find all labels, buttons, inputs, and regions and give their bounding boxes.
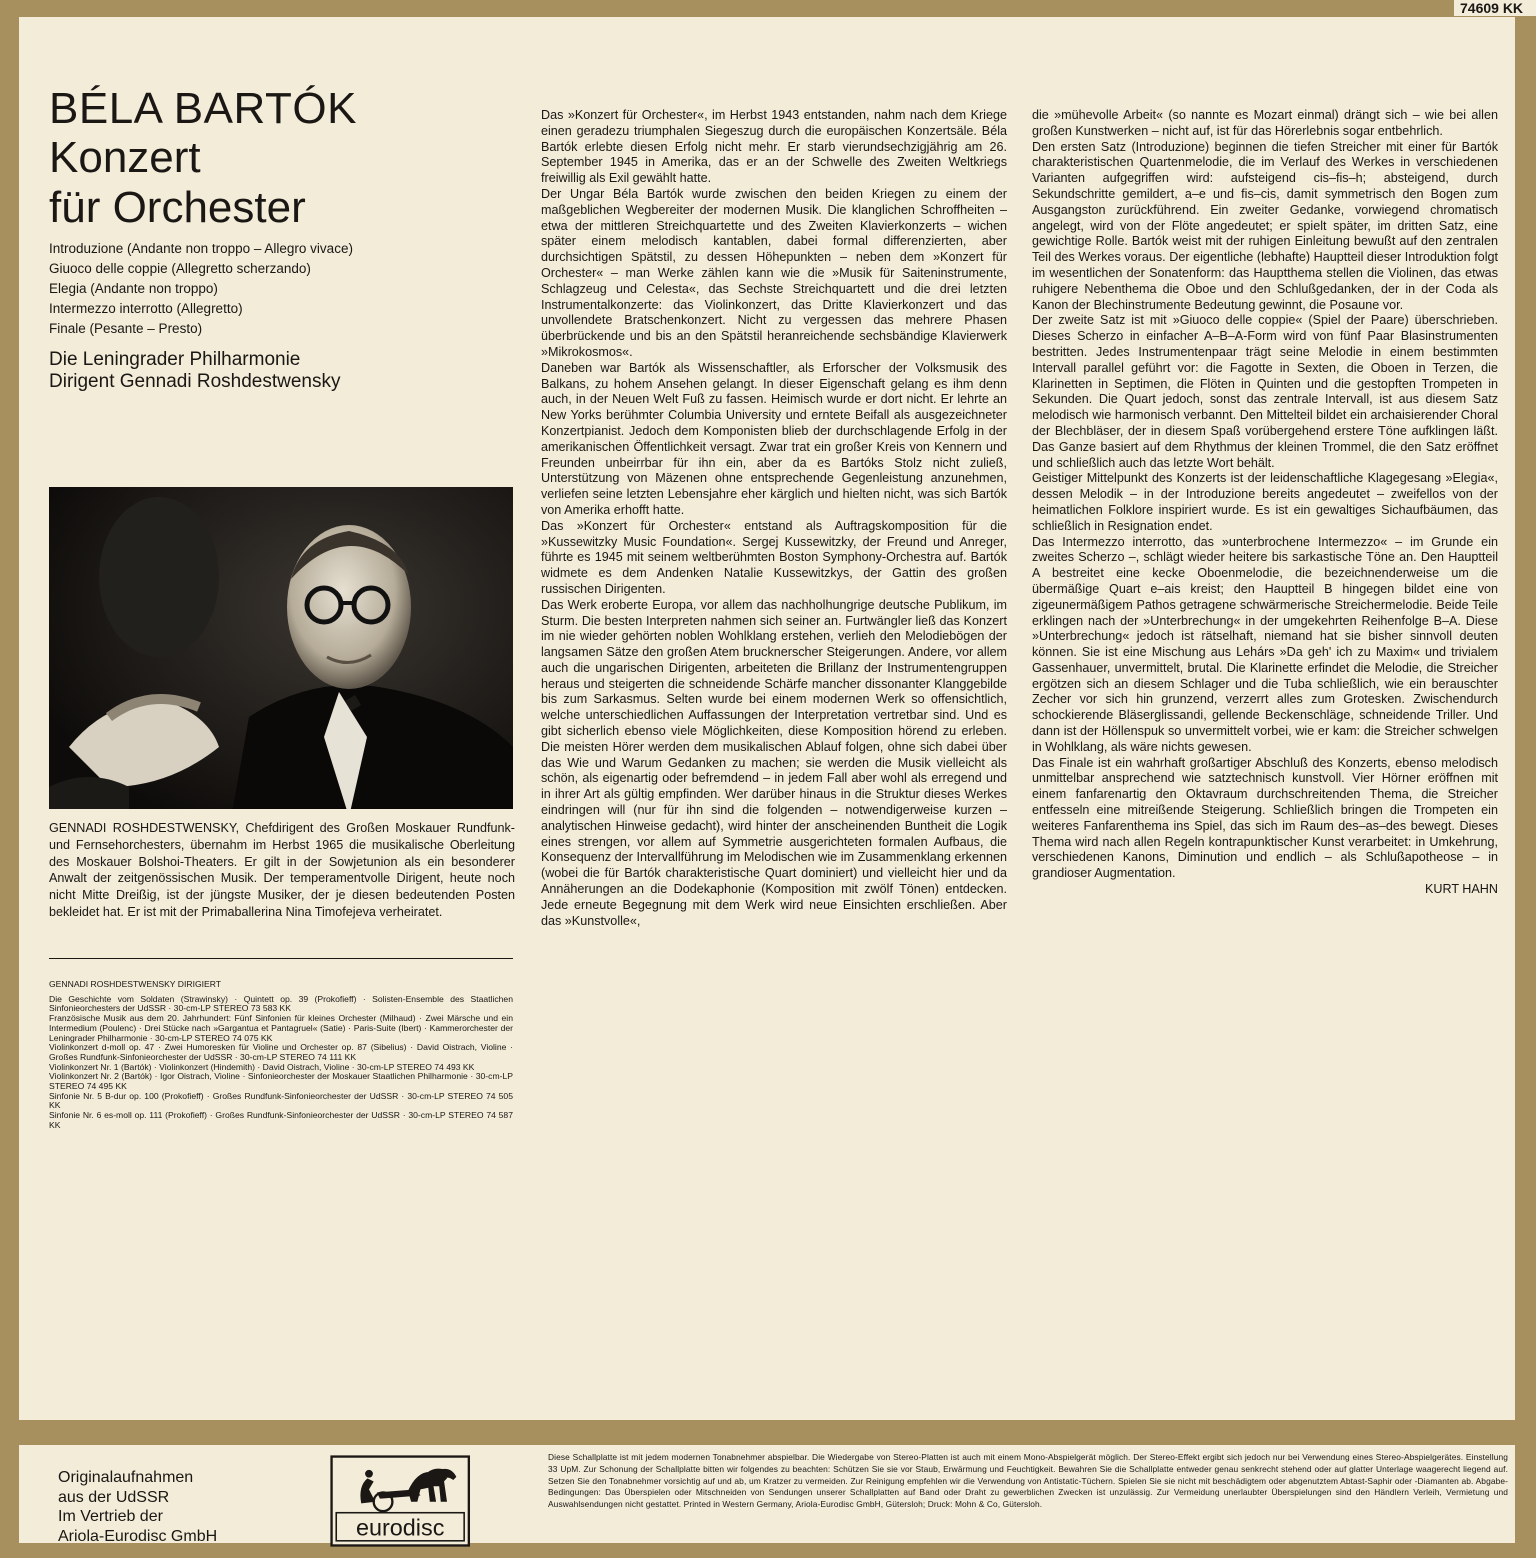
- movement-item: Giuoco delle coppie (Allegretto scherzando): [49, 261, 311, 276]
- composer-name: BÉLA BARTÓK: [49, 84, 357, 133]
- essay-paragraph: Geistiger Mittelpunkt des Konzerts ist der leidenschaftliche Klagegesang »Elegia«, dessen Melodik – in der Introduzione bereits angedeutet – zweifellos von der heimatlichen Folklore inspiriert wurde. Es ist ein gewaltiges Sichaufbäumen, das schließlich in Resignation endet.: [1032, 471, 1498, 533]
- divider: [49, 958, 513, 959]
- performers: [49, 349, 515, 393]
- movement-item: Intermezzo interrotto (Allegretto): [49, 301, 243, 316]
- discography-item: Sinfonie Nr. 6 es-moll op. 111 (Prokofieff) · Großes Rundfunk-Sinfonieorchester der UdSSR · 30-cm-LP STEREO 74 587 KK: [49, 1110, 513, 1130]
- essay-column-2: [1032, 108, 1498, 898]
- essay-paragraph: Daneben war Bartók als Wissenschaftler, als Erforscher der Volksmusik des Balkans, zu hohem Ansehen gelangt. In dieser Eigenschaft gelang es ihm denn auch, in der Neuen Welt Fuß zu fassen. Heimisch wurde er dort nicht. Er lehrte an New Yorks berühmter Columbia University und erntete Beifall als ausgezeichneter Konzertpianist. Jedoch dem Komponisten blieb der durchschlagende Erfolg in der amerikanischen Öffentlichkeit versagt. Zwar trat ein großer Kreis von Kennern und Freunden unbeirrbar für ihn ein, aber da es Bartóks Stolz nicht zuließ, Unterstützung von Mäzenen ohne entsprechende Gegenleistung anzunehmen, verliefen seine letzten Lebensjahre eher kärglich und hielten nicht, was sich Bartók von Amerika erhofft hatte.: [541, 360, 1007, 517]
- origin-line: Originalaufnahmen: [58, 1469, 194, 1486]
- discography: [49, 980, 513, 1131]
- movement-item: Introduzione (Andante non troppo – Allegro vivace): [49, 241, 353, 256]
- discography-item: Die Geschichte vom Soldaten (Strawinsky) · Quintett op. 39 (Prokofieff) · Solisten-Ensemble des Staatlichen Sinfonieorchesters der UdSSR · 30-cm-LP STEREO 73 583 KK: [49, 993, 513, 1014]
- work-title-line1: Konzert: [49, 133, 201, 182]
- discography-item: Violinkonzert Nr. 1 (Bartók) · Violinkonzert (Hindemith) · David Oistrach, Violine · 30-cm-LP STEREO 74 493 KK: [49, 1061, 475, 1072]
- quadriga-logo-icon: [330, 1455, 470, 1547]
- essay-author: KURT HAHN: [1424, 882, 1498, 897]
- essay-paragraph: Der Ungar Béla Bartók wurde zwischen den beiden Kriegen zu einem der maßgeblichen Wegbereiter der modernen Musik. Die klanglichen Schroffheiten – etwa der mittleren Streichquartette und des Zweiten Klavierkonzerts – wichen später einem melodisch kantablen, dabei formal differenzierten, aber durchsichtigen Spätstil, zu dessen Höhepunkten – neben dem »Konzert für Orchester« – man Werke zählen kann wie die »Musik für Saiteninstrumente, Schlagzeug und Celesta«, das Sechste Streichquartett und die drei letzten Instrumentalkonzerte: das Violinkonzert, das Dritte Klavierkonzert und das unvollendete Bratschenkonzert. Nicht zu vergessen das mehrere Phasen überbrückende und bis an den Spätstil heranreichende sechsbändige Klavierwerk »Mikrokosmos«.: [541, 186, 1007, 359]
- discography-heading: GENNADI ROSHDESTWENSKY DIRIGIERT: [49, 979, 222, 989]
- logo-wordmark: eurodisc: [355, 1514, 445, 1541]
- conductor-portrait-image: [49, 487, 513, 809]
- essay-paragraph: die »mühevolle Arbeit« (so nannte es Mozart einmal) drängt sich – wie bei allen großen Kunstwerken – nicht auf, ist für das Hörerlebnis sogar entbehrlich.: [1032, 108, 1498, 138]
- discography-item: Violinkonzert d-moll op. 47 · Zwei Humoresken für Violine und Orchester op. 87 (Sibelius) · David Oistrach, Violine · Großes Rundfunk-Sinfonieorchester der UdSSR · 30-cm-LP STEREO 74 111 KK: [49, 1042, 513, 1062]
- essay-paragraph: Das »Konzert für Orchester« entstand als Auftragskomposition für die »Kussewitzky Music Foundation«. Sergej Kussewitzky, der Freund und Anreger, führte es 1945 mit seinem weltberühmten Boston Symphony-Orchestra auf. Bartók widmete es dem Andenken Natalie Kussewitzkys, der Gattin des großen russischen Dirigenten.: [541, 518, 1007, 596]
- photo-caption: GENNADI ROSHDESTWENSKY, Chefdirigent des Großen Moskauer Rundfunk- und Fernsehorchesters, übernahm im Herbst 1965 die musikalische Oberleitung des Moskauer Bolshoi-Theaters. Er gilt in der Sowjetunion als ein besonderer Anwalt der zeitgenössischen Musik. Der temperamentvolle Dirigent, heute noch nicht Mitte Dreißig, ist der jüngste Musiker, der je diesen bedeutenden Posten bekleidet hat. Er ist mit der Primaballerina Nina Timofejeva verheiratet.: [49, 821, 515, 919]
- origin-line: Ariola-Eurodisc GmbH: [58, 1527, 218, 1545]
- origin-notice: [58, 1468, 318, 1546]
- essay-paragraph: Das Intermezzo interrotto, das »unterbrochene Intermezzo« – im Grunde ein zweites Scherzo –, schlägt wieder heitere bis sarkastische Töne an. Den Hauptteil A bestreitet eine kecke Oboenmelodie, die bezeichnenderweise um die übermäßige Quart e–ais kreist; den Hauptteil B hingegen bildet eine von zigeunermäßigem Pathos getragene schwärmerische Streichermelodie. Beide Teile erklingen nach der »Unterbrechung« in der umgekehrten Reihenfolge B–A. Diese »Unterbrechung« jedoch ist rätselhaft, niemand hat sie bisher sinnvoll deuten können. Sie ist eine Mischung aus Lehárs »Da geh' ich zu Maxim« und trivialem Gassenhauer, unvermittelt, brutal. Die Klarinette erfindet die Melodie, die Streicher ergötzen sich an diesem Schlager und die Tuba schließlich, wie ein berauschter Zecher vor sich hin grunzend, verzerrt alles zum Grotesken. Zwischendurch schockierende Bläserglissandi, gellende Beckenschläge, schneidende Triller. Und dann ist der Höllenspuk so unvermittelt vorbei, wie er kam: die Streicher schwelgen in Wohlklang, als wäre nichts gewesen.: [1032, 534, 1498, 754]
- essay-paragraph: Das Werk eroberte Europa, vor allem das nachholhungrige deutsche Publikum, im Sturm. Die besten Interpreten nahmen sich seiner an. Furtwängler ließ das Konzert im nie wieder gehörten noblen Wohlklang erstehen, verlieh den Melodiebögen der langsamen Sätze den großen Atem brucknerscher Steigerungen. Andere, vor allem auch die ungarischen Dirigenten, arbeiteten die Brillanz der Instrumentengruppen heraus und steigerten die schneidende Schärfe mancher dissonanter Klanggebilde bis zum Sarkasmus. Selten wurde bei einem modernen Werk so offensichtlich, welche unterschiedlichen Auffassungen der Interpretation vertretbar sind. Und es gibt sicherlich ebenso viele Möglichkeiten, diese Komposition hörend zu erleben. Die meisten Hörer werden dem musikalischen Ablauf folgen, ohne sich dabei über das Wie und Warum Gedanken zu machen; sie werden die Musik vielleicht als schön, als eigenartig oder befremdend – in jedem Fall aber wohl als erregend und in ihrer Art als gültig empfinden. Wer darüber hinaus in die Struktur dieses Werkes eindringen will (nur für ihn sind die folgenden – notwendigerweise kurzen – analytischen Hinweise gedacht), wird hinter der anscheinenden Buntheit die Logik eines strengen, vor allem auf Symmetrie ausgerichteten formalen Aufbaus, die Konsequenz der Intervallführung im Melodischen wie im Zusammenklang erkennen (wobei die für Bartók charakteristische Quart dominiert) und vielleicht hier und da Annäherungen an die Dodekaphonie (Komposition mit zwölf Tönen) entdecken. Jede erneute Begegnung mit dem Werk wird neue Einsichten erschließen. Aber das »Kunstvolle«,: [541, 597, 1007, 928]
- catalog-number: 74609 KK: [1454, 0, 1536, 16]
- movement-list: [49, 239, 515, 339]
- essay-column-1: [541, 108, 1007, 929]
- origin-line: aus der UdSSR: [58, 1488, 170, 1506]
- work-title-line2: für Orchester: [49, 183, 306, 232]
- discography-item: Sinfonie Nr. 5 B-dur op. 100 (Prokofieff) · Großes Rundfunk-Sinfonieorchester der UdSSR · 30-cm-LP STEREO 74 505 KK: [49, 1090, 513, 1111]
- discography-item: Violinkonzert Nr. 2 (Bartók) · Igor Oistrach, Violine · Sinfonieorchester der Moskauer Staatlichen Philharmonie · 30-cm-LP STEREO 74 495 KK: [49, 1071, 513, 1092]
- essay-paragraph: Das Finale ist ein wahrhaft großartiger Abschluß des Konzerts, ebenso melodisch unmittelbar ansprechend wie satztechnisch kunstvoll. Vier Hörner eröffnen mit einem fanfarenartig den Oktavraum durchschreitenden Thema, die Streicher entfesseln eine mitreißende Steigerung. Schließlich bringen die Trompeten ein weiteres Fanfarenthema ins Spiel, das sich im Raum des–as–des bewegt. Dieses Thema wird nach allen Regeln kontrapunktischer Kunst verarbeitet: in Umkehrung, verschiedenen Kanons, Diminution und endlich – als Schlußapotheose – in grandioser Augmentation.: [1032, 755, 1498, 881]
- conductor-name: Dirigent Gennadi Roshdestwensky: [49, 371, 341, 392]
- eurodisc-logo: [330, 1455, 470, 1547]
- essay-paragraph: Der zweite Satz ist mit »Giuoco delle coppie« (Spiel der Paare) überschrieben. Dieses Scherzo in einfacher A–B–A-Form wird von fünf Paar Blasinstrumenten bestritten. Jedes Instrumentenpaar trägt seine Melodie in einem bestimmten Intervall parallel geführt vor: die Fagotte in Sexten, die Oboen in Terzen, die Klarinetten in Septimen, die Flöten in Quinten und die gestopften Trompeten in Sekunden. Die Quart jedoch, sonst das zentrale Intervall, ist aus diesem Satz melodisch wie harmonisch verbannt. Den Mittelteil bildet ein archaisierender Choral der Blechbläser, der in diesem Spaß vorübergehend erstere Töne aufklingen läßt. Das Ganze basiert auf dem Rhythmus der kleinen Trommel, die den Satz eröffnet und schließlich auch das letzte Wort behält.: [1032, 313, 1498, 470]
- content-area: [19, 17, 1515, 1420]
- essay-paragraph: Den ersten Satz (Introduzione) beginnen die tiefen Streicher mit einer für Bartók charakteristischen Quartenmelodie, die im Verlauf des Werkes in verschiedenen Varianten aufgegriffen wird: aufsteigend cis–fis–h; absteigend, durch Sekundschritte gemildert, a–e und fis–cis, damit symmetrisch den Bogen zum Ausgangston zurückführend. Ein zweiter Gedanke, vorwiegend chromatisch angelegt, wird von der Flöte angedeutet; er spielt später, im dritten Satz, eine gewichtige Rolle. Bartók weist mit der ruhigen Einleitung bewußt auf den zentralen Teil des Werkes voraus. Der eigentliche (lebhafte) Hauptteil dieser Introduktion folgt im wesentlichen der Sonatenform: das Hauptthema stellen die Violinen, das etwas ruhigere Nebenthema die Oboe und den Schlußgedanken, der in der Coda als Kanon der Blechinstrumente Bedeutung gewinnt, die Posaune vor.: [1032, 139, 1498, 312]
- origin-line: Im Vertrieb der: [58, 1508, 163, 1525]
- conductor-photo: [49, 487, 513, 809]
- title-block: [49, 85, 515, 393]
- movement-item: Elegia (Andante non troppo): [49, 281, 218, 296]
- discography-item: Französische Musik aus dem 20. Jahrhundert: Fünf Sinfonien für kleines Orchester (Milhaud) · Zwei Märsche und ein Intermedium (Poulenc) · Drei Stücke nach »Gargantua et Pantagruel« (Satie) · Paris-Suite (Ibert) · Kammerorchester der Leningrader Philharmonie · 30-cm-LP STEREO 74 075 KK: [49, 1013, 513, 1043]
- care-instructions: Diese Schallplatte ist mit jedem modernen Tonabnehmer abspielbar. Die Wiedergabe von Stereo-Platten ist auch mit einem Mono-Abspielgerät möglich. Der Stereo-Effekt ergibt sich jedoch nur bei Verwendung eines Stereo-Abspielgerätes. Einstellung 33 UpM. Zur Schonung der Schallplatte bitten wir folgendes zu beachten: Schützen Sie sie vor Staub, Erwärmung und Feuchtigkeit. Bewahren Sie die Schallplatte entweder genau senkrecht stehend oder auf glatter Unterlage waagerecht liegend auf. Setzen Sie den Tonabnehmer vorsichtig auf und ab, um Kratzer zu vermeiden. Zur Reinigung empfehlen wir die Verwendung von Antistatic-Tüchern. Spielen Sie sie nicht mit beschädigtem oder abgenutztem Abtast-Saphir oder -Diamanten ab. Abgabe-Bedingungen: Das Überspielen oder Mitschneiden von Sendungen unserer Schallplatten auf Band oder Draht zu gewerblichen Zwecken ist unzulässig. Zur Vermeidung unerlaubter Überspielungen sind den Händlern Verleih, Vermietung und Auswahlsendungen nicht gestattet. Printed in Western Germany, Ariola-Eurodisc GmbH, Gütersloh; Druck: Mohn & Co, Gütersloh.: [548, 1452, 1508, 1510]
- essay-paragraph: Das »Konzert für Orchester«, im Herbst 1943 entstanden, nahm nach dem Kriege einen geradezu triumphalen Siegeszug durch die europäischen Konzertsäle. Béla Bartók erlebte diesen Erfolg nicht mehr. Er starb vierundsechzigjährig am 26. September 1945 in Amerika, das er an der Schwelle des Zweiten Weltkriegs freiwillig als Exil gewählt hatte.: [541, 108, 1007, 186]
- orchestra-name: Die Leningrader Philharmonie: [49, 349, 301, 370]
- movement-item: Finale (Pesante – Presto): [49, 321, 203, 336]
